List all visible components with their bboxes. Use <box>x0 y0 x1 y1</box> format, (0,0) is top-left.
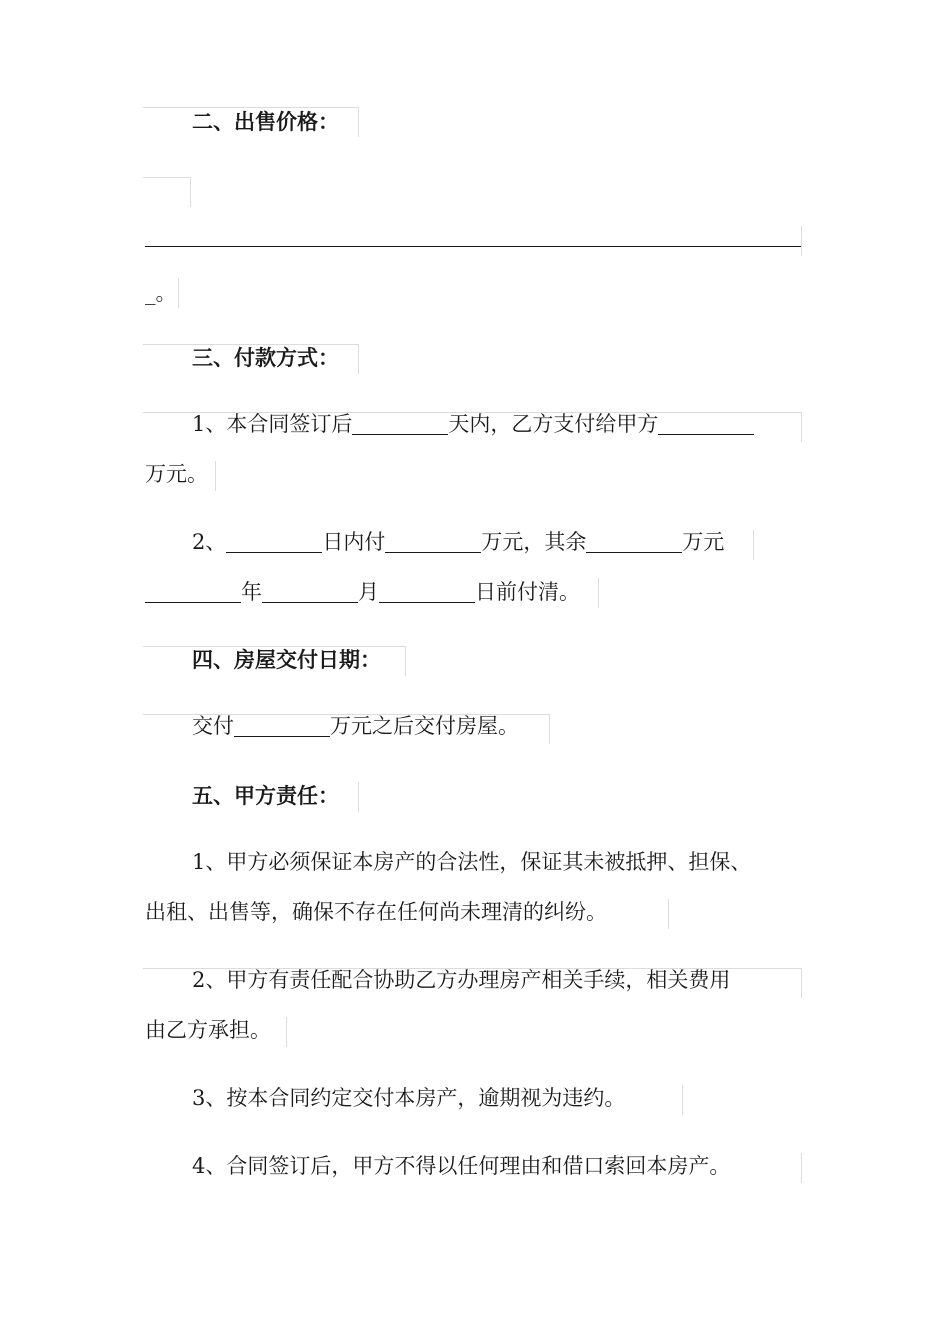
guide-line <box>801 226 802 256</box>
payment-item-2 <box>145 526 852 558</box>
price-line-end: _。 <box>145 281 177 305</box>
delivery-text-a: 交付 <box>192 714 234 738</box>
payment-item-2-text-e: 年 <box>241 580 262 604</box>
payment-item-2-text-d: 万元 <box>682 530 725 554</box>
guide-line <box>190 177 191 207</box>
payment-item-2-cont <box>145 576 805 608</box>
section-heading-delivery: 四、房屋交付日期： <box>192 647 381 672</box>
blank-field <box>379 580 475 603</box>
guide-line <box>143 177 190 178</box>
blank-field <box>658 412 754 435</box>
blank-field <box>226 530 322 553</box>
party-a-item-1-line-2: 出租、出售等，确保不存在任何尚未理清的纠纷。 <box>145 900 607 924</box>
payment-item-2-text-g: 日前付清。 <box>475 580 580 604</box>
blank-field <box>586 530 682 553</box>
blank-field <box>385 530 481 553</box>
section-heading-party-a: 五、甲方责任： <box>192 783 339 808</box>
payment-item-2-text-a: 2、 <box>192 530 227 554</box>
party-a-item-2-line-1: 2、甲方有责任配合协助乙方办理房产相关手续，相关费用 <box>192 968 731 992</box>
blank-field <box>262 580 358 603</box>
payment-item-2-text-f: 月 <box>358 580 379 604</box>
blank-field <box>234 714 330 737</box>
delivery-text <box>145 710 852 742</box>
section-heading-payment: 三、付款方式： <box>192 345 339 370</box>
blank-field <box>352 412 448 435</box>
party-a-item-4: 4、合同签订后，甲方不得以任何理由和借口索回本房产。 <box>192 1154 731 1178</box>
section-heading-price: 二、出售价格： <box>192 109 339 134</box>
payment-item-2-text-c: 万元，其余 <box>481 530 587 554</box>
party-a-item-2-line-2: 由乙方承担。 <box>145 1018 271 1042</box>
payment-item-1-cont: 万元。 <box>145 462 208 486</box>
payment-item-1-text-b: 天内，乙方支付给甲方 <box>448 412 659 436</box>
price-fill-line <box>145 246 801 247</box>
blank-field <box>145 580 241 603</box>
party-a-item-3: 3、按本合同约定交付本房产，逾期视为违约。 <box>192 1086 626 1110</box>
party-a-item-1-line-1: 1、甲方必须保证本房产的合法性，保证其未被抵押、担保、 <box>192 850 752 874</box>
payment-item-2-text-b: 日内付 <box>322 530 386 554</box>
payment-item-1 <box>145 408 852 440</box>
payment-item-1-text-a: 1、本合同签订后 <box>192 412 353 436</box>
delivery-text-b: 万元之后交付房屋。 <box>330 714 519 738</box>
